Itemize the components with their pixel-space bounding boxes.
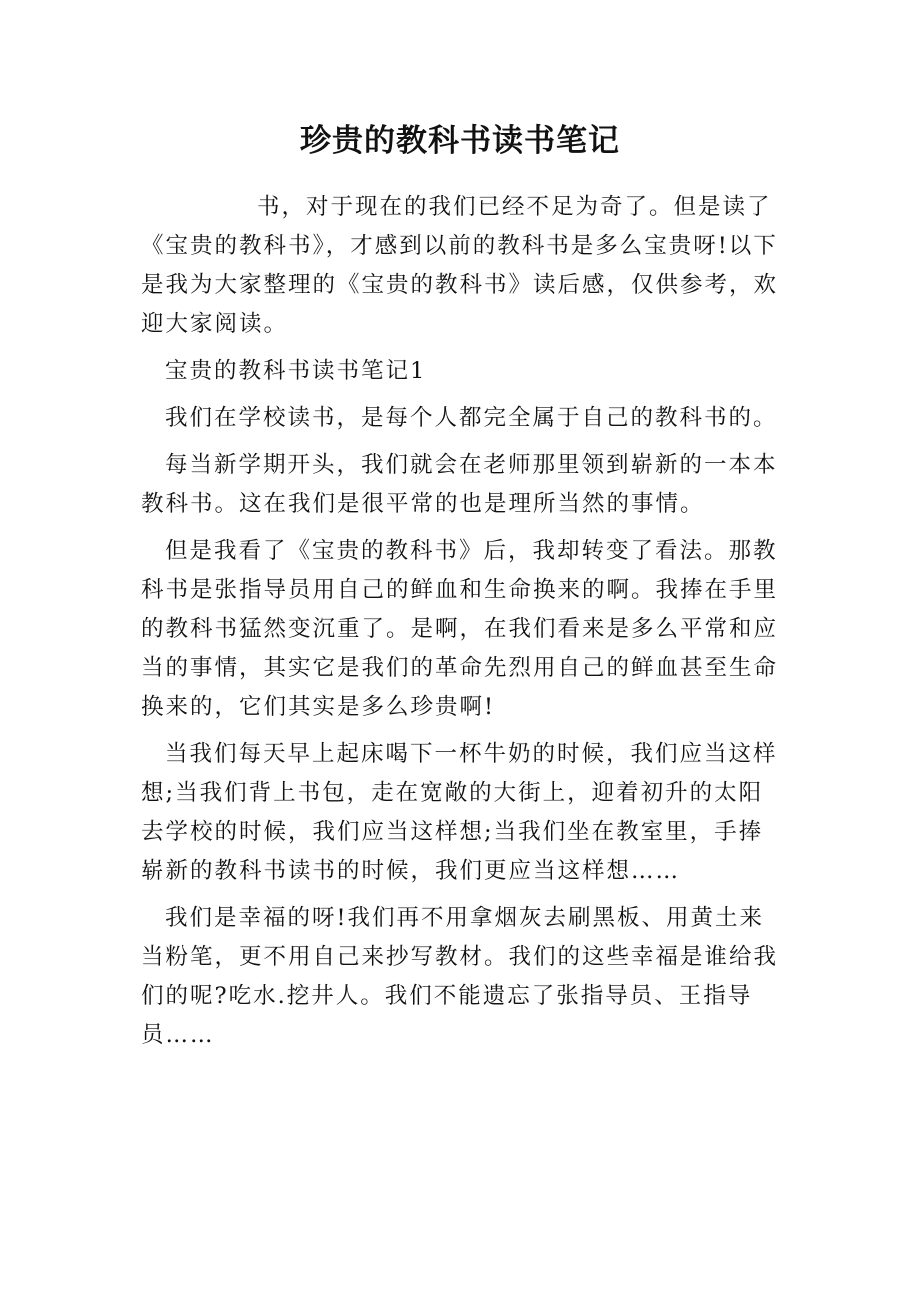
text-line: 每当新学期开头，我们就会在老师那里领到崭新的一本本 (165, 452, 778, 478)
section-heading (141, 352, 789, 391)
text-line: 去学校的时候，我们应当这样想;当我们坐在教室里，手捧 (141, 819, 764, 845)
text-line: 崭新的教科书读书的时候，我们更应当这样想…… (141, 858, 681, 884)
text-line: 我们在学校读书，是每个人都完全属于自己的教科书的。 (165, 405, 778, 431)
text-line: 科书是张指导员用自己的鲜血和生命换来的啊。我捧在手里 (141, 577, 779, 603)
text-line: 换来的，它们其实是多么珍贵啊! (141, 694, 496, 720)
text-line: 《宝贵的教科书》，才感到以前的教科书是多么宝贵呀!以下 (141, 233, 778, 259)
paragraph (141, 399, 789, 438)
text-line: 的教科书猛然变沉重了。是啊，在我们看来是多么平常和应 (141, 616, 779, 642)
paragraph (141, 735, 789, 891)
text-line: 员…… (141, 1022, 215, 1048)
text-line: 书，对于现在的我们已经不足为奇了。但是读了 (257, 194, 772, 220)
text-line: 宝贵的教科书读书笔记1 (165, 358, 427, 384)
text-line: 迎大家阅读。 (141, 311, 289, 337)
paragraph (141, 899, 789, 1055)
paragraph (141, 532, 789, 727)
text-line: 们的呢?吃水.挖井人。我们不能遗忘了张指导员、王指导 (141, 983, 753, 1009)
text-line: 当的事情，其实它是我们的革命先烈用自己的鲜血甚至生命 (141, 655, 779, 681)
text-line: 我们是幸福的呀!我们再不用拿烟灰去刷黑板、用黄土来 (165, 905, 765, 931)
document-body (141, 188, 789, 1063)
paragraph-intro (141, 188, 789, 344)
text-line: 但是我看了《宝贵的教科书》后，我却转变了看法。那教 (165, 538, 778, 564)
paragraph (141, 446, 789, 524)
text-line: 当我们每天早上起床喝下一杯牛奶的时候，我们应当这样 (165, 741, 778, 767)
document-title: 珍贵的教科书读书笔记 (300, 123, 620, 159)
text-line: 是我为大家整理的《宝贵的教科书》读后感，仅供参考，欢 (141, 272, 779, 298)
text-line: 教科书。这在我们是很平常的也是理所当然的事情。 (141, 491, 705, 517)
text-line: 当粉笔，更不用自己来抄写教材。我们的这些幸福是谁给我 (141, 944, 779, 970)
text-line: 想;当我们背上书包，走在宽敞的大街上，迎着初升的太阳 (141, 780, 764, 806)
